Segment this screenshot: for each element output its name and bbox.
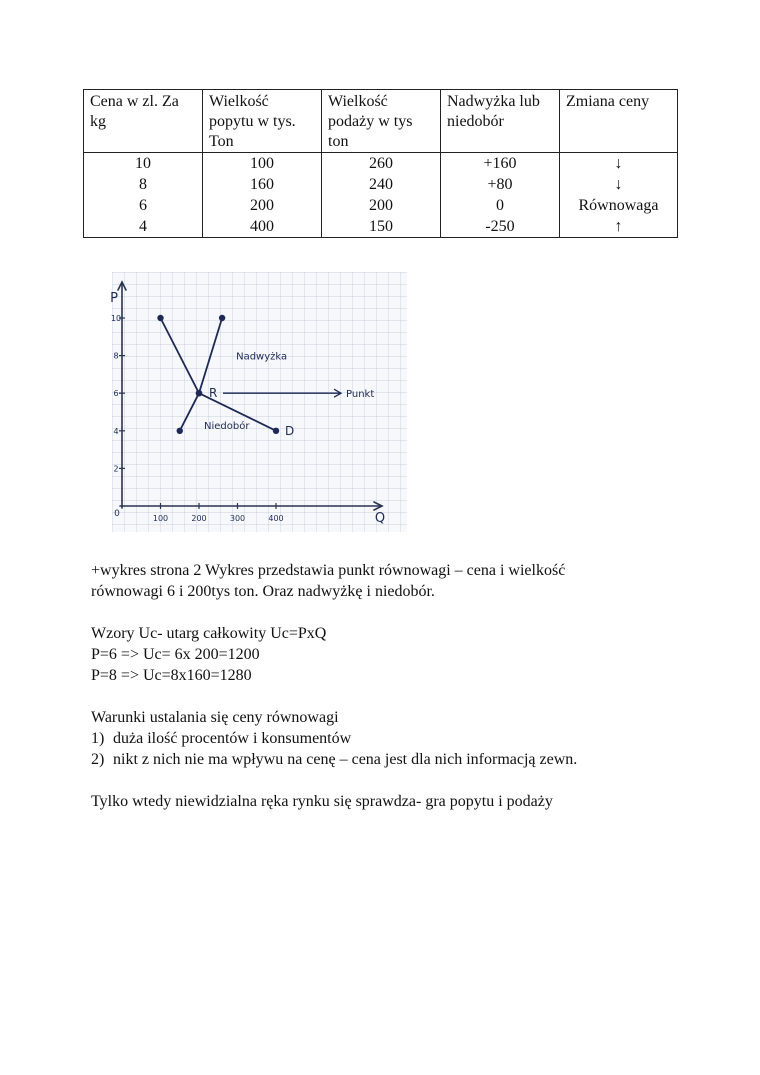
- y-tick-label: 4: [113, 426, 119, 436]
- table-value: 6: [139, 197, 147, 214]
- table-value: 100: [250, 155, 274, 172]
- table-value: 260: [369, 155, 393, 172]
- table-value: -250: [485, 218, 515, 235]
- shortage-label: Niedobór: [204, 420, 250, 432]
- data-point: [273, 428, 279, 434]
- origin-label: 0: [114, 509, 120, 519]
- data-point: [157, 315, 163, 321]
- table-value: +80: [487, 176, 513, 193]
- conditions-heading: [91, 707, 691, 728]
- table-value: ↓: [614, 176, 623, 193]
- table-row: [84, 153, 678, 238]
- table-value: 240: [369, 176, 393, 193]
- table-value: Równowaga: [578, 197, 659, 214]
- chart-svg: [112, 272, 407, 532]
- surplus-label: Nadwyżka: [236, 351, 288, 363]
- conclusion-line: Tylko wtedy niewidzialna ręka rynku się sprawdza- gra popytu i podaży: [91, 793, 553, 810]
- data-point: [219, 315, 225, 321]
- condition-text: nikt z nich nie ma wpływu na cenę – cena jest dla nich informacją zewn.: [113, 751, 578, 768]
- table-value: ↑: [614, 218, 623, 235]
- table-value: 160: [250, 176, 274, 193]
- price-cell: [84, 153, 203, 238]
- supply-demand-sketch: [112, 272, 407, 532]
- condition-text: duża ilość procentów i konsumentów: [113, 730, 352, 747]
- data-point: [196, 390, 202, 396]
- notes-text: [91, 560, 691, 812]
- data-point: [177, 428, 183, 434]
- y-tick-label: 6: [113, 389, 119, 399]
- x-tick-label: 200: [191, 514, 207, 523]
- calculation-2: P=8 => Uc=8x160=1280: [91, 667, 252, 684]
- y-tick-label: 2: [113, 464, 119, 474]
- y-axis-label: P: [110, 291, 118, 306]
- x-tick-label: 400: [268, 514, 284, 523]
- table-value: 4: [139, 218, 147, 235]
- calculation-1: P=6 => Uc= 6x 200=1200: [91, 646, 260, 663]
- demand-cell: [203, 153, 322, 238]
- table-value: 200: [250, 197, 274, 214]
- conditions-rest: ustalania się ceny równowagi: [145, 709, 339, 726]
- x-tick-label: 300: [229, 514, 246, 523]
- table-value: 150: [369, 218, 393, 235]
- table-value: 8: [139, 176, 147, 193]
- grid-lines: [112, 272, 407, 532]
- demand-curve-label: D: [285, 423, 295, 438]
- header-demand: Wielkość popytu w tys. Ton: [203, 90, 322, 153]
- market-table: [83, 89, 678, 238]
- description-line-2: równowagi 6 i 200tys ton. Oraz nadwyżkę i niedobór.: [91, 583, 435, 600]
- table-value: 200: [369, 197, 393, 214]
- formula-line: Wzory Uc- utarg całkowity Uc=PxQ: [91, 625, 327, 642]
- y-tick-label: 10: [110, 314, 122, 323]
- header-supply: Wielkość podaży w tys ton: [322, 90, 441, 153]
- x-tick-label: 100: [152, 514, 169, 523]
- change-cell: [560, 153, 678, 238]
- supply-cell: [322, 153, 441, 238]
- table-value: ↓: [614, 155, 623, 172]
- list-item: [91, 728, 691, 749]
- header-change: Zmiana ceny: [560, 90, 678, 153]
- conditions-list: [91, 728, 691, 770]
- conditions-title: Warunki: [91, 709, 146, 726]
- table-value: +160: [483, 155, 517, 172]
- equilibrium-label: R: [209, 386, 218, 401]
- table-header-row: [84, 90, 678, 153]
- list-number: 2): [91, 751, 105, 768]
- table-value: 0: [496, 197, 504, 214]
- header-price: Cena w zl. Za kg: [84, 90, 203, 153]
- header-surplus: Nadwyżka lub niedobór: [441, 90, 560, 153]
- table-value: 10: [135, 155, 151, 172]
- list-number: 1): [91, 730, 105, 747]
- x-axis-label: Q: [374, 511, 386, 526]
- surplus-cell: [441, 153, 560, 238]
- y-tick-label: 8: [113, 351, 119, 361]
- list-item: [91, 749, 691, 770]
- description-line-1: +wykres strona 2 Wykres przedstawia punkt równowagi – cena i wielkość: [91, 562, 566, 579]
- point-label: Punkt: [346, 389, 375, 401]
- table-value: 400: [250, 218, 274, 235]
